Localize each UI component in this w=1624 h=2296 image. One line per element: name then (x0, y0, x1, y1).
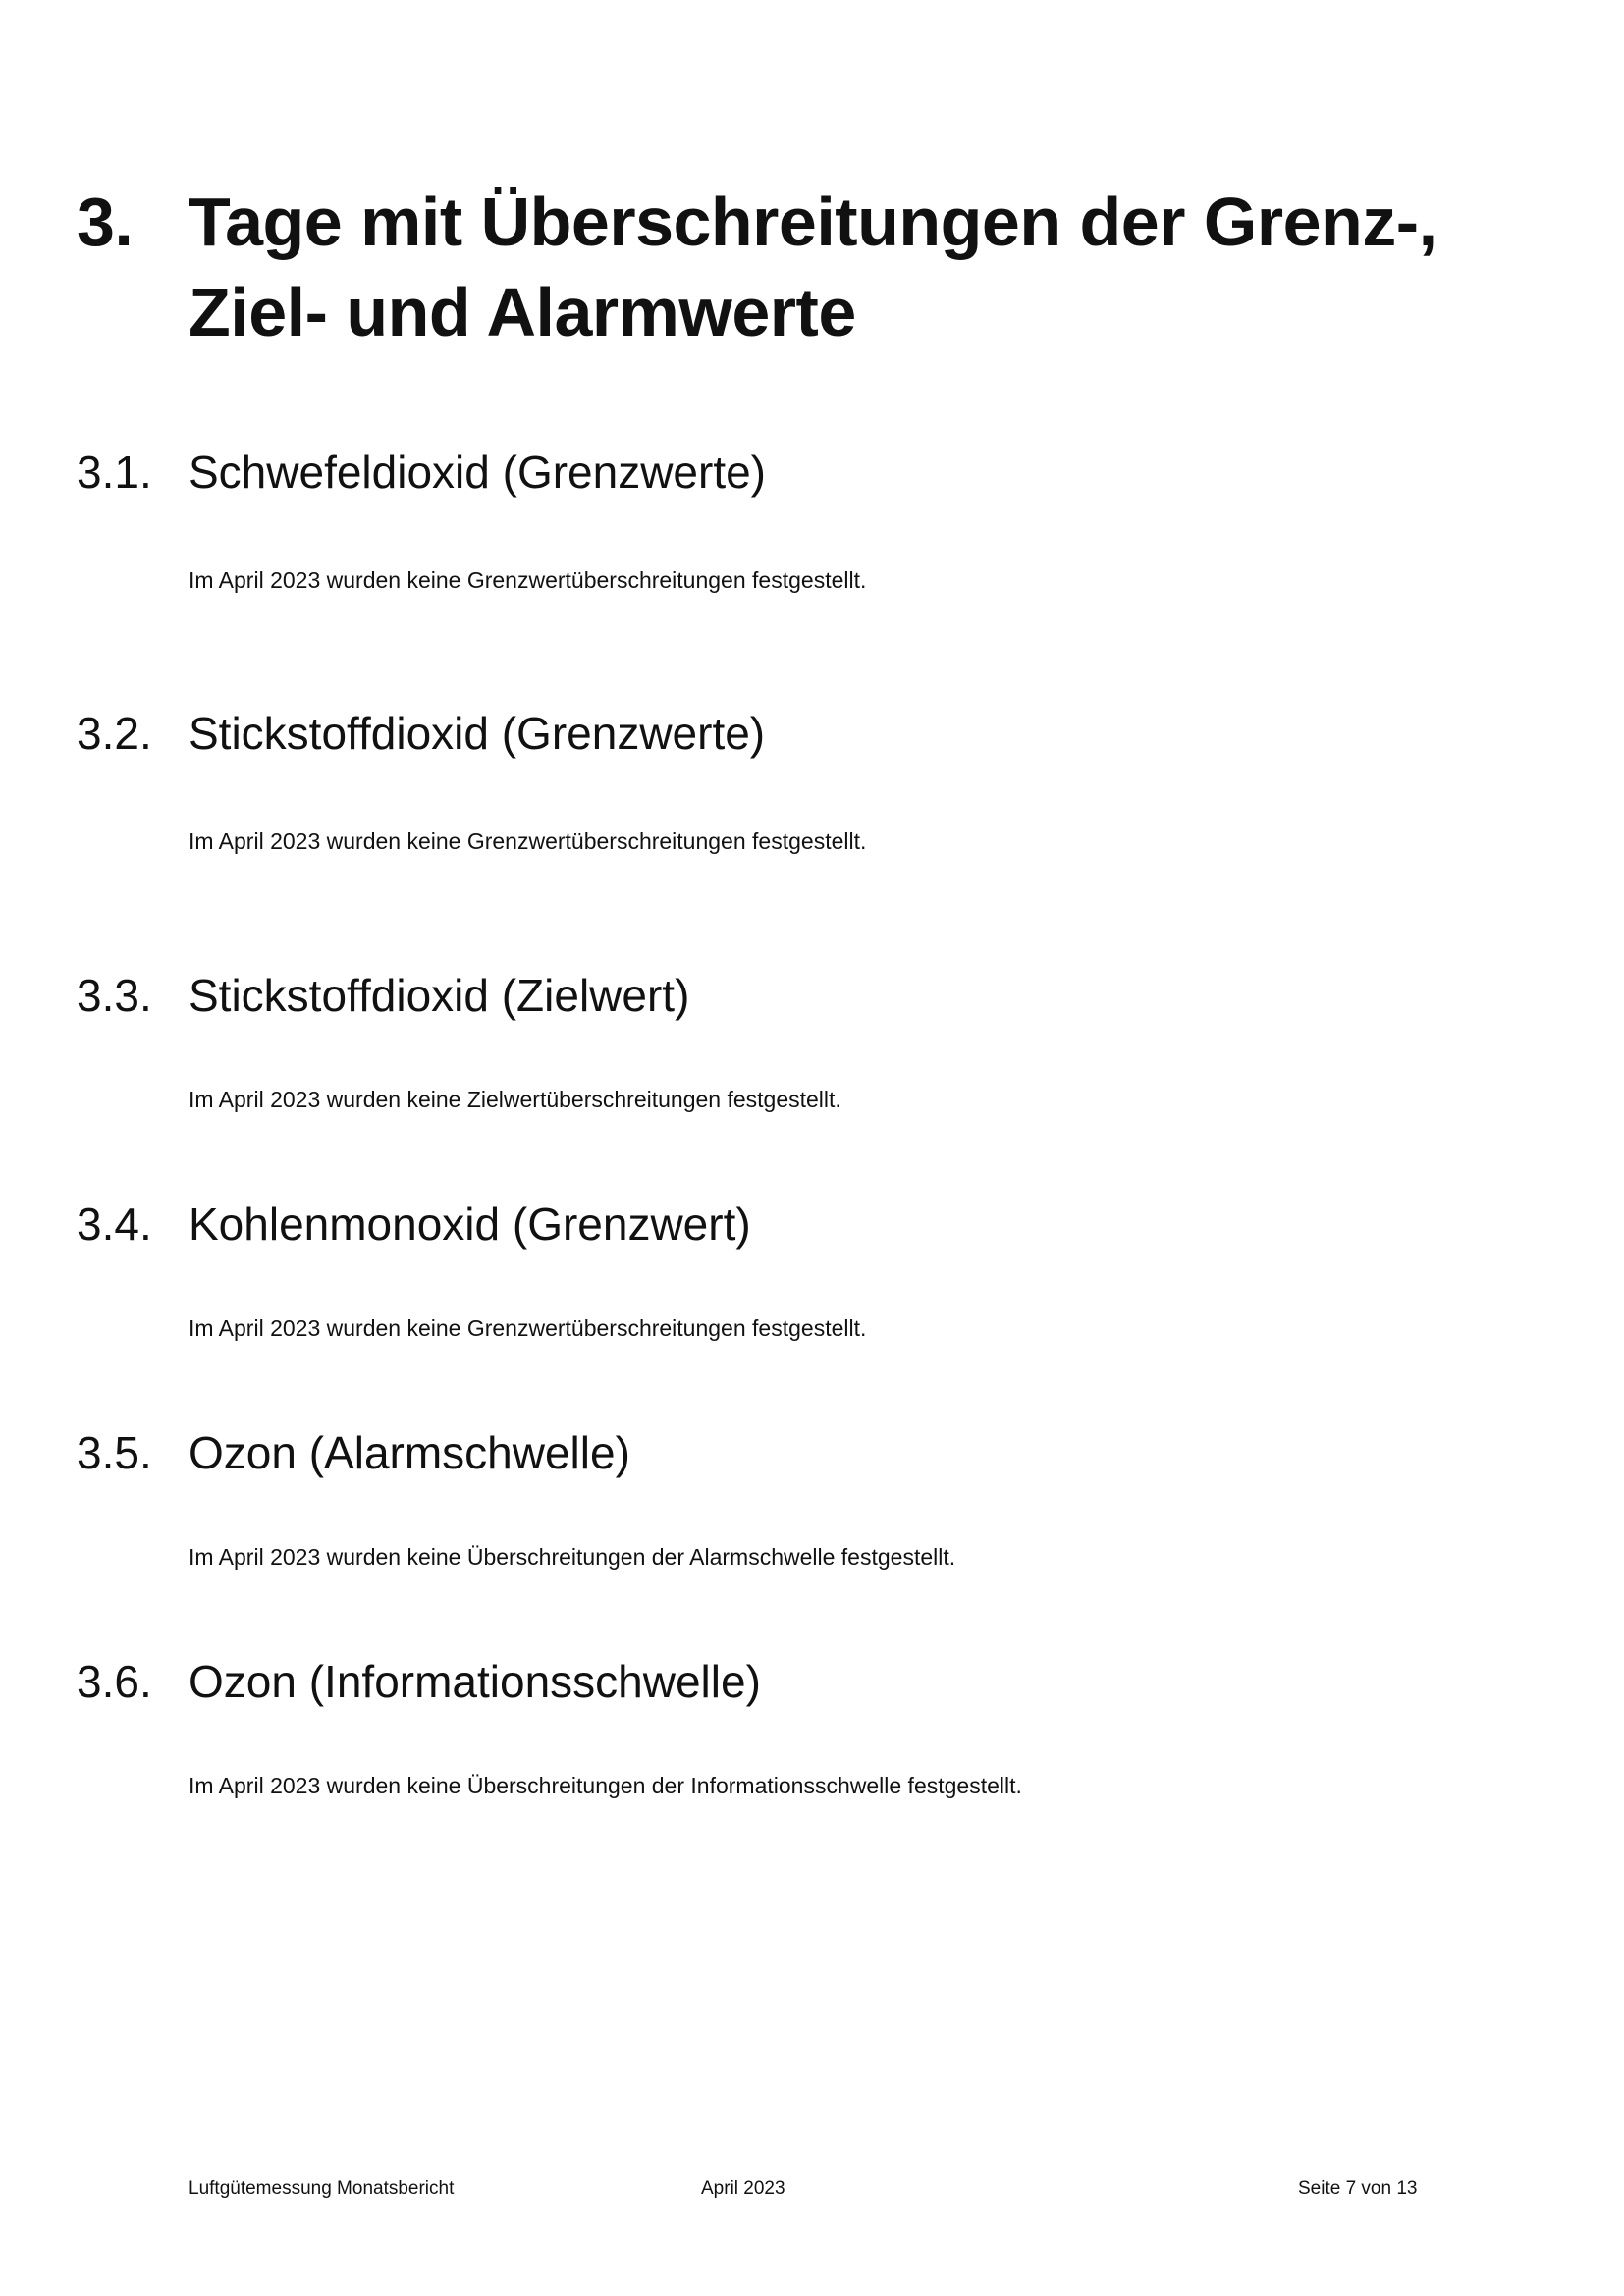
section-text: Im April 2023 wurden keine Grenzwertüberschreitungen festgestellt. (189, 567, 867, 593)
section-text: Im April 2023 wurden keine Überschreitungen der Alarmschwelle festgestellt. (189, 1544, 956, 1570)
section-number: 3.1. (77, 447, 152, 498)
section-3-4 (77, 1197, 1549, 1343)
footer-date: April 2023 (701, 2178, 785, 2199)
section-heading (77, 706, 1549, 761)
section-heading (77, 1197, 1549, 1252)
section-heading (77, 968, 1549, 1023)
section-number: 3.5. (77, 1427, 152, 1478)
section-number: 3.6. (77, 1656, 152, 1707)
section-text: Im April 2023 wurden keine Zielwertüberschreitungen festgestellt. (189, 1087, 841, 1112)
section-3-5 (77, 1425, 1549, 1572)
section-title: Stickstoffdioxid (Zielwert) (189, 970, 690, 1021)
section-3-6 (77, 1654, 1549, 1800)
section-number: 3.4. (77, 1199, 152, 1250)
section-heading (77, 1654, 1549, 1709)
section-title: Ozon (Alarmschwelle) (189, 1427, 630, 1478)
section-text: Im April 2023 wurden keine Grenzwertüberschreitungen festgestellt. (189, 1315, 867, 1341)
section-title: Ozon (Informationsschwelle) (189, 1656, 761, 1707)
section-number: 3.3. (77, 970, 152, 1021)
section-3-3 (77, 968, 1549, 1114)
section-text: Im April 2023 wurden keine Grenzwertüberschreitungen festgestellt. (189, 828, 867, 854)
section-heading (77, 1425, 1549, 1480)
chapter-title-line-1: Tage mit Überschreitungen der Grenz-, (189, 184, 1437, 260)
chapter-title-line-2: Ziel- und Alarmwerte (189, 274, 856, 350)
section-3-1 (77, 445, 1549, 595)
footer-page-number: Seite 7 von 13 (1298, 2178, 1418, 2199)
footer-report-name: Luftgütemessung Monatsbericht (189, 2178, 455, 2199)
chapter-heading (77, 177, 1549, 357)
section-3-2 (77, 706, 1549, 856)
section-text: Im April 2023 wurden keine Überschreitungen der Informationsschwelle festgestellt. (189, 1773, 1022, 1798)
chapter-number: 3. (77, 184, 134, 260)
chapter-title (189, 177, 1549, 357)
section-title: Stickstoffdioxid (Grenzwerte) (189, 708, 766, 759)
section-number: 3.2. (77, 708, 152, 759)
section-title: Schwefeldioxid (Grenzwerte) (189, 447, 767, 498)
section-heading (77, 445, 1549, 500)
section-title: Kohlenmonoxid (Grenzwert) (189, 1199, 751, 1250)
